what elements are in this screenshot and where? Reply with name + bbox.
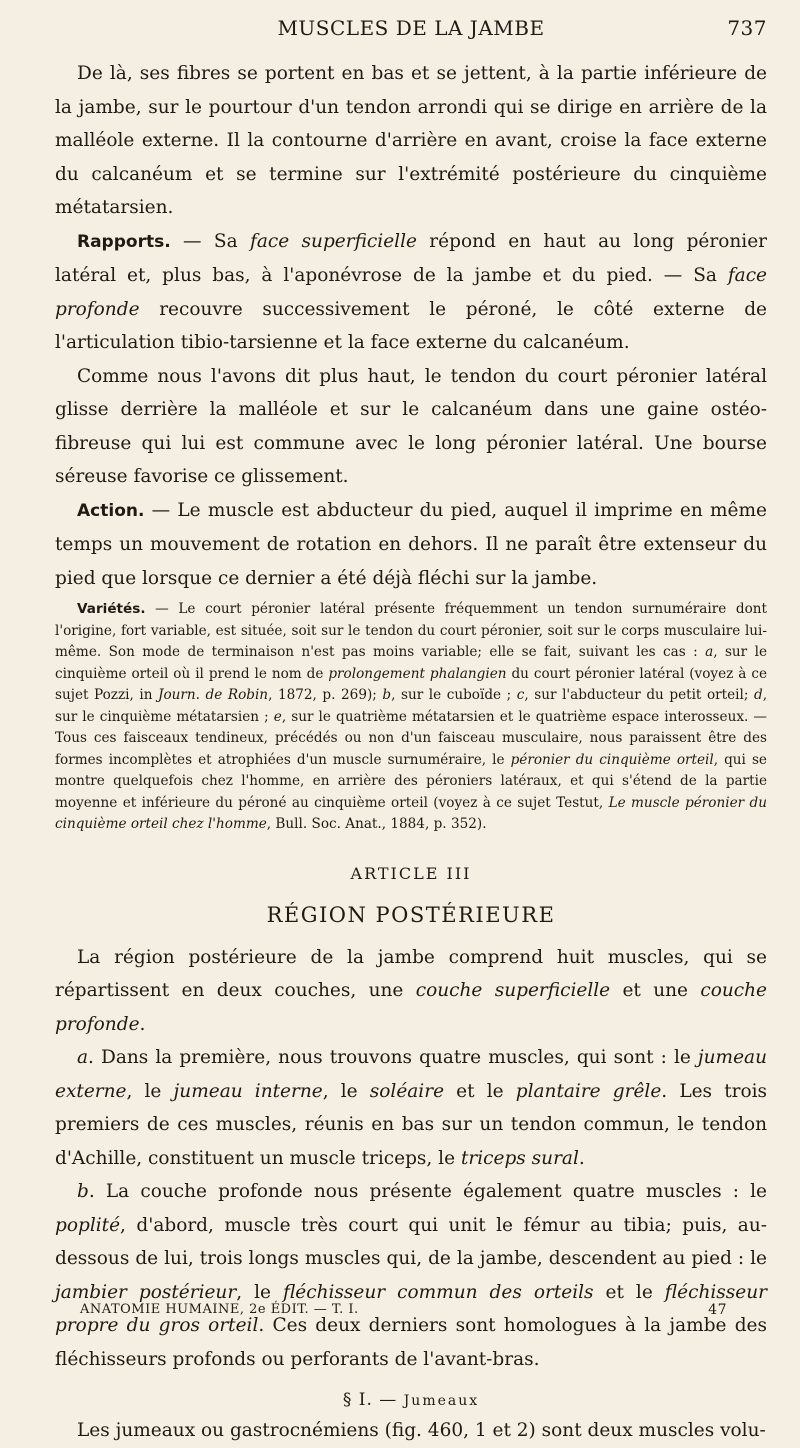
varietes-note: Variétés. — Le court péronier latéral présente fréquemment un tendon surnuméraire dont l'origine, fort variable, est située, soit sur le tendon du court péronier, soit sur le corps musculaire lui-même. Son mode de terminaison n'est pas moins variable; elle se fait, suivant les cas : a, sur le cinquième orteil où il prend le nom de prolongement phalangien du court péronier latéral (voyez à ce sujet Pozzi, in Journ. de Robin, 1872, p. 269); b, sur le cuboïde ; c, sur l'abducteur du petit orteil; d, sur le cinquième métatarsien ; e, sur le quatrième métatarsien et le quatrième espace interosseux. — Tous ces faisceaux tendineux, précédés ou non d'un faisceau musculaire, nous paraissent être des formes incomplètes et atrophiées d'un muscle surnuméraire, le péronier du cinquième orteil, qui se montre quelquefois chez l'homme, en arrière des péroniers latéraux, et qui s'étend de la partie moyenne et inférieure du péroné au cinquième orteil (voyez à ce sujet Testut, Le muscle péronier du cinquième orteil chez l'homme, Bull. Soc. Anat., 1884, p. 352). [55,601,768,832]
sheet-signature-number: 47 [708,1302,727,1318]
section-name: Jumeaux [403,1393,480,1409]
running-head-title: MUSCLES DE LA JAMBE [277,16,545,40]
paragraph-gaine: Comme nous l'avons dit plus haut, le tendon du court péronier latéral glisse derrière la malléole et sur le calcanéum dans une gaine ostéo-fibreuse qui lui est commune avec le long péronier latéral. Une bourse séreuse favorise ce glissement. [55,365,767,487]
page-number: 737 [727,16,767,40]
paragraph-b: b. La couche profonde nous présente également quatre muscles : le poplité, d'abord, muscle très court qui unit le fémur au tibia; puis, au-dessous de lui, trois longs muscles qui, de la jambe, descendent au pied : le jambier postérieur, le fléchisseur commun des orteils et le fléchisseur propre du gros orteil. Ces deux derniers sont homologues à la jambe des fléchisseurs profonds ou perforants de l'avant-bras. [55,1181,767,1370]
paragraph-region: La région postérieure de la jambe comprend huit muscles, qui se répartissent en deux couches, une couche superficielle et une couche profonde. [55,946,767,1035]
rapports-heading: Rapports. [77,231,171,252]
paragraph-a: a. Dans la première, nous trouvons quatre muscles, qui sont : le jumeau externe, le jumeau interne, le soléaire et le plantaire grêle. Les trois premiers de ces muscles, réunis en bas sur un tendon commun, le tendon d'Achille, constituent un muscle triceps, le triceps sural. [55,1047,768,1169]
paragraph-rapports: Rapports. — Sa face superficielle répond en haut au long péronier latéral et, plus bas, à l'aponévrose de la jambe et du pied. — Sa face profonde recouvre successivement le péroné, le côté externe de l'articulation tibio-tarsienne et la face externe du calcanéum. [55,230,767,353]
article-heading: ARTICLE III [350,863,472,883]
paragraph-action: Action. — Le muscle est abducteur du pied, auquel il imprime en même temps un mouvement de rotation en dehors. Il ne paraît être extenseur du pied que lorsque ce dernier a été déjà fléchi sur la jambe. [55,499,767,589]
paragraph-jumeaux: Les jumeaux ou gastrocnémiens (fig. 460, 1 et 2) sont deux muscles volu- [77,1420,766,1441]
page-body [55,57,767,1448]
section-heading: § I. — Jumeaux [342,1390,480,1410]
paragraph-fibres: De là, ses fibres se portent en bas et se jettent, à la partie inférieure de la jambe, sur le pourtour d'un tendon arrondi qui se dirige en arrière de la malléole externe. Il la contourne d'arrière en avant, croise la face externe du calcanéum et se termine sur l'extrémité postérieure du cinquième métatarsien. [55,63,767,218]
varietes-heading: Variétés. [77,601,146,617]
running-head [55,16,767,46]
region-title: RÉGION POSTÉRIEURE [266,902,556,927]
footer-signature-text: ANATOMIE HUMAINE, 2e ÉDIT. — T. I. [80,1302,359,1317]
page-footer [80,1302,767,1317]
action-heading: Action. [77,500,145,521]
